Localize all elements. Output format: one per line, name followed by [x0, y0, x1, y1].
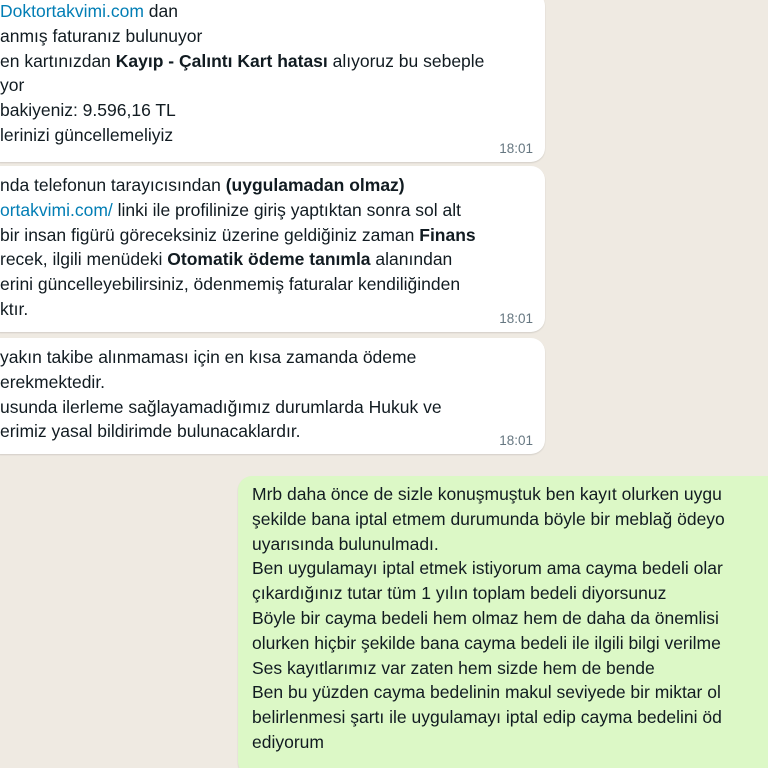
message-line: yor — [0, 75, 25, 96]
message-line: Mrb daha önce de sizle konuşmuştuk ben kayıt olurken uygu — [252, 484, 722, 504]
message-text: dan — [143, 1, 178, 21]
message-line: çıkardığınız tutar tüm 1 yılın toplam bedeli diyorsunuz — [252, 583, 667, 604]
message-line: olurken hiçbir şekilde bana cayma bedeli ile ilgili bilgi verilme — [252, 632, 721, 653]
message-text: alıyoruz bu sebeple — [327, 50, 485, 71]
message-line: erini güncelleyebilirsiniz, ödenmemiş faturalar kendiliğinden — [0, 274, 461, 295]
message-timestamp: 18:01 — [499, 433, 533, 448]
outgoing-message-bubble[interactable] — [238, 476, 768, 768]
message-line — [0, 49, 531, 74]
message-line: belirlenmesi şartı ile uygulamayı iptal edip cayma bedelini öd — [252, 707, 722, 728]
message-text: recek, ilgili menüdeki — [0, 249, 168, 270]
message-line: Böyle bir cayma bedeli hem olmaz hem de daha da önemlisi — [252, 607, 719, 628]
message-bold-text: Finans — [419, 224, 476, 245]
message-line — [0, 173, 531, 198]
message-line: ktır. — [0, 298, 29, 319]
message-line: Ben bu yüzden cayma bedelinin makul seviyede bir miktar ol — [252, 682, 721, 703]
message-line: usunda ilerleme sağlayamadığımız durumlarda Hukuk ve — [0, 396, 442, 417]
message-link[interactable]: Doktortakvimi.com — [0, 1, 144, 21]
message-timestamp: 18:01 — [499, 311, 533, 326]
message-line: lerinizi güncellemeliyiz — [0, 124, 174, 145]
incoming-message-bubble[interactable] — [0, 0, 545, 162]
message-bold-text: (uygulamadan olmaz) — [225, 175, 405, 195]
message-line: bakiyeniz: 9.596,16 TL — [0, 100, 176, 121]
message-line: erimiz yasal bildirimde bulunacaklardır. — [0, 421, 301, 442]
message-line: şekilde bana iptal etmem durumunda böyle bir meblağ ödeyo — [252, 508, 725, 529]
message-text: linki ile profilinize giriş yaptıktan sonra sol alt — [112, 199, 462, 220]
message-line: erekmektedir. — [0, 371, 106, 392]
message-link[interactable]: ortakvimi.com/ — [0, 199, 113, 220]
message-line — [0, 223, 531, 248]
incoming-message-bubble[interactable] — [0, 338, 545, 454]
message-line: uyarısında bulunulmadı. — [252, 533, 439, 554]
message-line — [0, 247, 531, 272]
message-text: en kartınızdan — [0, 50, 116, 71]
message-line: ediyorum — [252, 731, 324, 752]
message-line: anmış faturanız bulunuyor — [0, 25, 203, 46]
message-timestamp: 18:01 — [499, 141, 533, 156]
message-bold-text: Otomatik ödeme tanımla — [167, 249, 371, 270]
message-line: yakın takibe alınmaması için en kısa zamanda ödeme — [0, 347, 417, 367]
message-text: nda telefonun tarayıcısından — [0, 175, 226, 195]
message-line: Ben uygulamayı iptal etmek istiyorum ama cayma bedeli olar — [252, 558, 723, 579]
message-line — [0, 0, 531, 24]
message-bold-text: Kayıp - Çalıntı Kart hatası — [115, 50, 328, 71]
message-text: bir insan figürü göreceksiniz üzerine geldiğiniz zaman — [0, 224, 420, 245]
incoming-message-bubble[interactable] — [0, 166, 545, 332]
message-line: Ses kayıtlarımız var zaten hem sizde hem de bende — [252, 657, 655, 678]
message-line — [0, 198, 531, 223]
message-text: alanından — [370, 249, 453, 270]
